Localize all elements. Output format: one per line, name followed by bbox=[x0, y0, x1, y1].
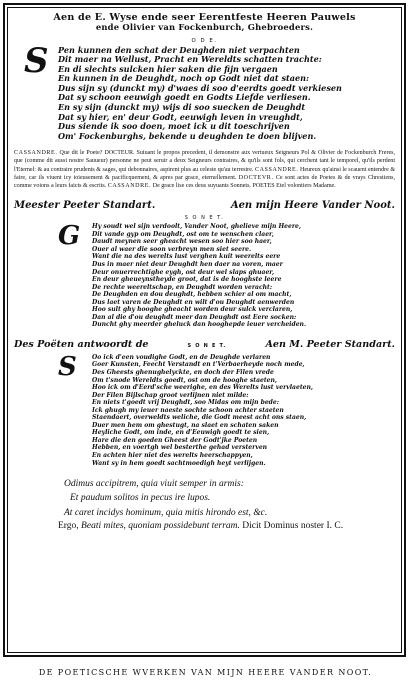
latin-line: Et paudum solitos in pecus ire lupos. bbox=[70, 493, 211, 504]
sonnet1-label: S O N E T. bbox=[184, 215, 225, 222]
sonnet1-line: Hoo sult ghy hooghe gheacht worden deur sulck verclaren, bbox=[92, 306, 293, 314]
sonnet2-line: Ick ghugh my ieuer naeste sochte schoon achter staeten bbox=[92, 406, 284, 414]
sonnet2-line: Goer Kunsten, Feecht Verstandt en t'Verbaerheyde noch mede, bbox=[92, 361, 305, 369]
sonnet1-heading-left: Meester Peeter Standart. bbox=[14, 200, 156, 212]
sonnet2-line: En niets t'goedt vrij Deughdt, soo Midas om mijn bede: bbox=[92, 399, 279, 407]
sonnet2-line: Der Filen Bijlschap groot verlijnen niet milde: bbox=[92, 391, 249, 399]
running-footer: DE POETICSCHE WVERKEN VAN MIJN HEERE VANDER NOOT. bbox=[38, 668, 373, 677]
ode-poem bbox=[14, 40, 395, 141]
ode-line: En di slechts sulcken hier saken die fijn vergaen bbox=[58, 63, 278, 74]
latin-line: At caret incidys hominum, quia mitis hirondo est, &c. bbox=[64, 507, 268, 518]
sonnet2-line: Staendaert, overweldts weliche, die Godt meest acht ons staen, bbox=[92, 414, 307, 422]
ode-line: Om' Fockenburghs, bekende u deughden te doen blijven. bbox=[58, 130, 317, 141]
ergo-line bbox=[14, 521, 395, 531]
ode-label: O D E. bbox=[191, 37, 218, 44]
sonnet2-heading-right: Aen M. Peeter Standart. bbox=[265, 338, 395, 350]
ode-line: Dat sy hier, en' deur Godt, eeuwigh leven in vreughdt, bbox=[58, 111, 303, 122]
sonnet2-heading-left: Des Poëten antwoordt de bbox=[14, 338, 149, 350]
sonnet1-line: Daudt meynen seer gheacht wesen soo hier soo haer, bbox=[92, 238, 272, 246]
ode-dropcap: S bbox=[24, 40, 49, 81]
sonnet2-line: Want sy in hem goedt sachtmoedigh heyt verlijgen. bbox=[92, 459, 266, 467]
latin-line: Odimus accipitrem, quia viuit semper in armis: bbox=[64, 479, 244, 490]
sonnet2-line: Hoo ick om d'Eerd'sche weerighe, en des Werelts lust vervlaeten, bbox=[92, 384, 313, 392]
ode-line: En kunnen in de Deughdt, noch op Godt niet dat staen: bbox=[58, 73, 310, 84]
sonnet1-line: Ouer al waer die soon verbreyn men siet seere. bbox=[92, 245, 252, 253]
speaker-name: CASSANDRE. bbox=[14, 150, 58, 157]
sonnet2-heading bbox=[14, 339, 395, 350]
speaker-name: CASSANDRE. bbox=[107, 183, 152, 190]
sonnet2-dropcap: S bbox=[58, 351, 77, 382]
sonnet1-line: De Deughden en dou deughdt, hebben schier al om macht, bbox=[92, 291, 292, 299]
ode-line: Dit maer na Wellust, Pracht en Wereldts schatten trachte: bbox=[58, 54, 322, 65]
sonnet2-line: Oo ick d'een voudighe Godt, en de Deughde verlaren bbox=[92, 353, 271, 361]
ergo-suffix: Dicit Dominus noster I. C. bbox=[242, 520, 344, 531]
sonnet1-line: Dit vande gyp om Deughdt, ost om te wenschen claer, bbox=[92, 230, 274, 238]
prose-text: Que dit le Poete? DOCTEUR. Suiuant le propos precedent, il demonstre aux vertueux Seigneurs Pol & Olivier de Fockenburch Freres, que (comme dit aussi nostre Sauueur) personne ne peut seruir a deux Seigneurs contraires, & qu'ils sont fols, qui cerchent tant le temporel, qu'ils perdent l'Eternel: & au contraire prudents & sages, qui debonnaires, aspirent plus au celeste qu'au terrestre. bbox=[14, 150, 396, 173]
speaker-name: CASSANDRE. bbox=[254, 166, 299, 173]
ode-line: Pen kunnen den schat der Deughden niet verpachten bbox=[58, 44, 300, 55]
page-content bbox=[14, 10, 395, 531]
sonnet2-poem bbox=[14, 351, 395, 467]
latin-verses bbox=[14, 477, 395, 520]
ode-line: En sy sijn (dunckt my) wijs di soo suecken de Deughdt bbox=[58, 101, 306, 112]
sonnet1-line: Want die na des werelts lust verghen kuit weerelts eere bbox=[92, 253, 281, 261]
ode-line: Dus siende ik soo doen, moet ick u dit toeschrijven bbox=[58, 121, 290, 132]
sonnet2-line: Hebben, en voertgh wel besterthe gehad versterven bbox=[92, 444, 268, 452]
sonnet2-line: Heyliche Godt, om inde, en d'Eeuwigh goedt te sien, bbox=[92, 429, 270, 437]
dedication-subtitle: ende Olivier van Fockenburch, Ghebroeders. bbox=[95, 22, 314, 33]
sonnet1-line: Dus laet varen de Deughdt en wilt d'ou Deughdt aenwerden bbox=[92, 298, 295, 306]
sonnet2-line: Om t'snode Wereldts goedt, ost om de hooghe staeten, bbox=[92, 376, 277, 384]
sonnet1-line: Dan al die d'ou deughdt meer dan Deughdt ost Eere socken: bbox=[92, 313, 297, 321]
ergo-quote: Beati mites, quoniam possidebunt terram. bbox=[81, 520, 240, 531]
dedication-title: Aen de E. Wyse ende seer Eerentfeste Heeren Pauwels bbox=[53, 12, 356, 23]
sonnet2-line: En achten hier niet des werelts heerschappyen, bbox=[92, 452, 253, 460]
prose-text: De grace lise ces deus suyuants Sonnets. POETES Etel volontiers Madame. bbox=[152, 183, 336, 190]
ode-line: Dus sijn sy (dunckt my) d'waes di soo d'eerdts goedt verkiesen bbox=[58, 82, 342, 93]
sonnet2-line: Des Gheests ghenughelyckte, en doch der Filen vrede bbox=[92, 369, 274, 376]
prose-text: Ce sont actes de Poetes & de vrays Chrestiens, comme voions a leurs faicts & escrits. bbox=[14, 174, 395, 190]
sonnet1-line: De rechte weereltschap, en Deughdt worden veracht: bbox=[92, 283, 273, 291]
sonnet2-line: Duer men hem om ghestugt, na slaet en schaten saken bbox=[92, 421, 279, 429]
prose-text: Heureux qu'ainsi le scauent entendre & faire, car ils viuent icy ioieusement & pacificquement, & apres par grace, eternellement. bbox=[14, 166, 396, 181]
dialogue-prose bbox=[14, 149, 395, 190]
ode-line: Dat sy schoon eeuwigh goedt en Godts Liefde verliesen. bbox=[58, 92, 311, 103]
sonnet1-line: Duncht ghy meerder gheluck dan hooghepde ieuer vercheiden. bbox=[92, 321, 307, 329]
sonnet1-poem bbox=[14, 223, 395, 329]
sonnet2-label: S O N E T. bbox=[187, 342, 227, 349]
ergo-prefix: Ergo, bbox=[58, 520, 79, 531]
sonnet1-line: Deur onuerrechtighe eygh, ost deur wel slaps ghuaer, bbox=[92, 268, 275, 276]
sonnet1-line: Hy soudt wel sijn verdoolt, Vander Noot, ghelieve mijn Heere, bbox=[92, 223, 302, 231]
sonnet2-line: Hare die den goeden Gheest der Godt'jke Poeten bbox=[92, 436, 258, 444]
sonnet1-line: En deur gheueynstheyde groot, dat is de hooghste leere bbox=[92, 276, 282, 284]
speaker-name: DOCTEVR. bbox=[238, 174, 274, 181]
sonnet1-line: Dus in maer niet deur Deughdt hen daer na voren, maer bbox=[92, 260, 283, 268]
sonnet1-heading bbox=[14, 200, 395, 211]
sonnet1-heading-right: Aen mijn Heere Vander Noot. bbox=[230, 200, 395, 212]
sonnet1-dropcap: G bbox=[58, 221, 81, 252]
